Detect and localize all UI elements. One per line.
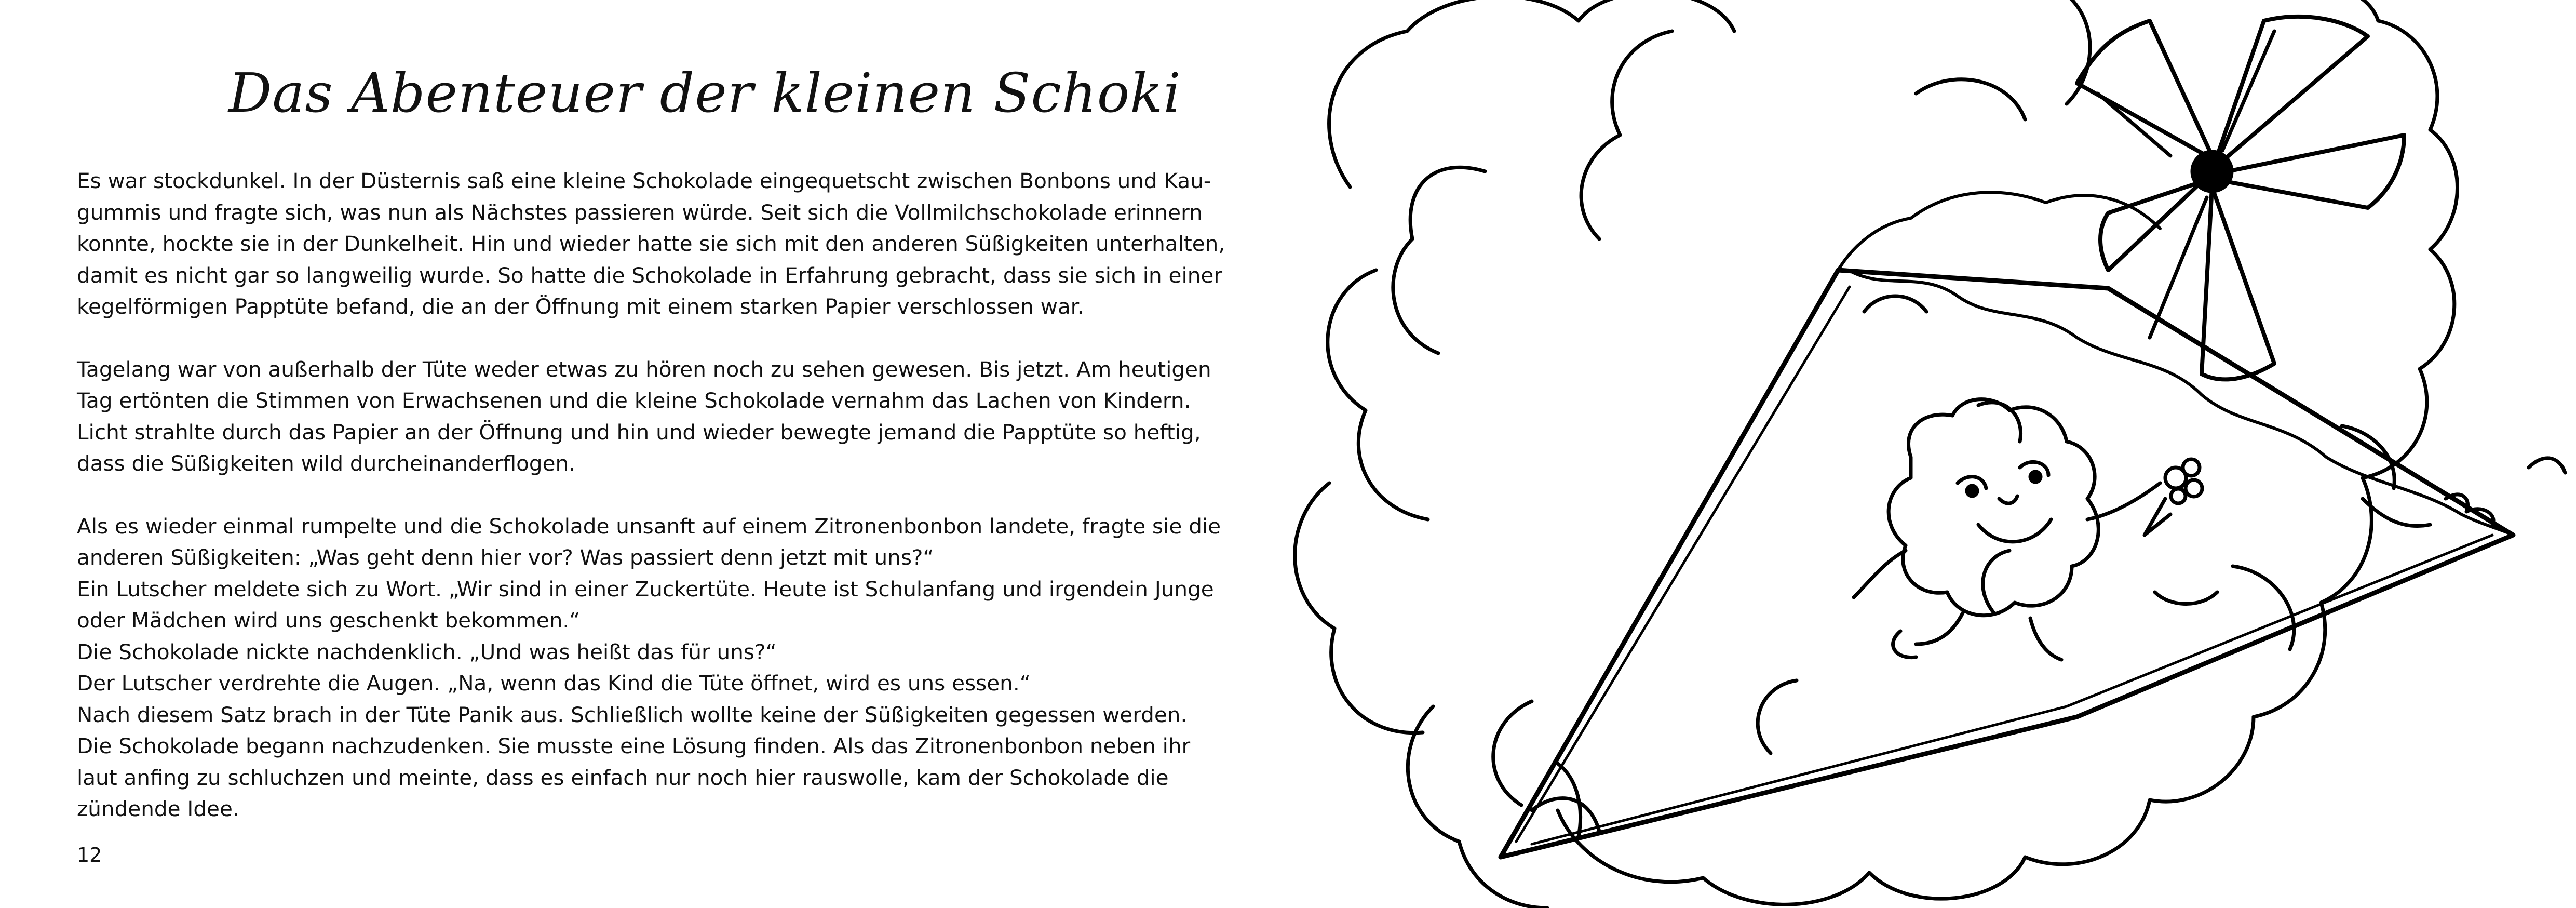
text-line: Es war stockdunkel. In der Düsternis saß eine kleine Schokolade eingequetscht zwischen Bonbons und Kau- xyxy=(77,168,1211,193)
text-line: zündende Idee. xyxy=(77,796,239,821)
paragraph-3 xyxy=(77,511,1221,825)
background-cloud-shapes xyxy=(1295,0,2458,908)
school-cone xyxy=(1501,192,2513,857)
school-cone-illustration xyxy=(1288,0,2576,908)
text-line: Als es wieder einmal rumpelte und die Schokolade unsanft auf einem Zitronenbonbon landete, fragte sie die xyxy=(77,513,1221,539)
illustration-page xyxy=(1288,0,2576,908)
text-line: Nach diesem Satz brach in der Tüte Panik aus. Schließlich wollte keine der Süßigkeiten gegessen werden. xyxy=(77,702,1188,727)
text-line: Licht strahlte durch das Papier an der Öffnung und hin und wieder bewegte jemand die Papptüte so heftig, xyxy=(77,419,1201,445)
text-line: Die Schokolade nickte nachdenklich. „Und was heißt das für uns?“ xyxy=(77,639,777,664)
text-line: Die Schokolade begann nachzudenken. Sie musste eine Lösung finden. Als das Zitronenbonbon neben ihr xyxy=(77,733,1191,758)
chocolate-character xyxy=(1854,399,2160,660)
small-flower xyxy=(2145,459,2202,535)
text-line: damit es nicht gar so langweilig wurde. So hatte die Schokolade in Erfahrung gebracht, dass sie sich in einer xyxy=(77,262,1222,288)
text-line: Ein Lutscher meldete sich zu Wort. „Wir sind in einer Zuckertüte. Heute ist Schulanfang und irgendein Junge xyxy=(77,576,1214,602)
story-title: Das Abenteuer der kleinen Schoki xyxy=(228,61,1181,125)
ribbon-bow xyxy=(2077,17,2404,379)
text-line: Tag ertönten die Stimmen von Erwachsenen und die kleine Schokolade vernahm das Lachen von Kindern. xyxy=(77,388,1191,413)
text-line: konnte, hockte sie in der Dunkelheit. Hin und wieder hatte sie sich mit den anderen Süßigkeiten unterhalten, xyxy=(77,231,1225,256)
page-number: 12 xyxy=(77,844,102,866)
text-line: laut anfing zu schluchzen und meinte, dass es einfach nur noch hier rauswolle, kam der Schokolade die xyxy=(77,765,1169,790)
text-line: dass die Süßigkeiten wild durcheinanderflogen. xyxy=(77,451,576,476)
story-text xyxy=(77,165,1225,856)
text-line: anderen Süßigkeiten: „Was geht denn hier vor? Was passiert denn jetzt mit uns?“ xyxy=(77,545,934,570)
paragraph-1 xyxy=(77,165,1225,323)
text-line: Tagelang war von außerhalb der Tüte weder etwas zu hören noch zu sehen gewesen. Bis jetzt. Am heutigen xyxy=(77,356,1211,382)
text-line: gummis und fragte sich, was nun als Nächstes passieren würde. Seit sich die Vollmilchschokolade erinnern xyxy=(77,199,1203,225)
text-line: Der Lutscher verdrehte die Augen. „Na, wenn das Kind die Tüte öffnet, wird es uns essen.“ xyxy=(77,671,1031,696)
text-line: oder Mädchen wird uns geschenkt bekommen.“ xyxy=(77,608,581,633)
text-line: kegelförmigen Papptüte befand, die an der Öffnung mit einem starken Papier verschlossen war. xyxy=(77,294,1084,319)
paragraph-2 xyxy=(77,354,1214,479)
